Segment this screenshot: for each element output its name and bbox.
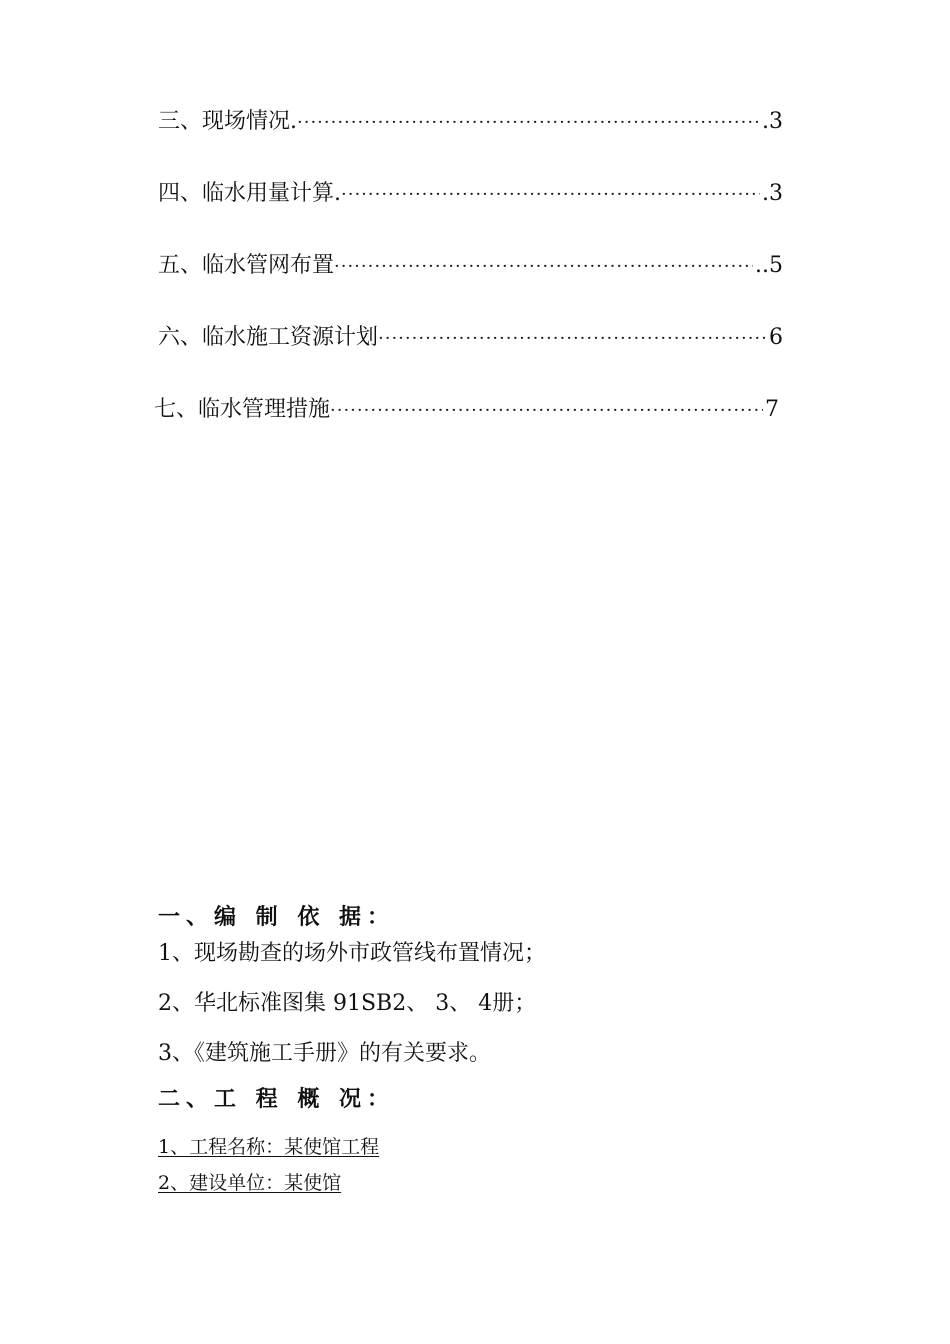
toc-entry[interactable] <box>158 176 783 208</box>
toc-entry[interactable] <box>158 248 783 280</box>
toc-entry[interactable] <box>158 320 783 352</box>
project-name: 1、工程名称：某使馆工程 <box>158 1136 380 1158</box>
basis-item: 2、华北标准图集 91SB2、 3、 4册； <box>158 991 537 1016</box>
toc-entry-title: 七、临水管理措施 <box>154 397 331 422</box>
toc-entry-title: 三、现场情况. <box>158 109 297 134</box>
toc-entry-title: 六、临水施工资源计划 <box>158 325 379 350</box>
toc-leader <box>334 256 753 277</box>
toc-leader <box>341 184 760 205</box>
section-heading-basis: 一、编 制 依 据： <box>158 905 395 930</box>
toc-entry-page: 6 <box>769 325 783 350</box>
basis-item: 3、《建筑施工手册》的有关要求。 <box>158 1041 491 1066</box>
construction-unit: 2、建设单位：某使馆 <box>158 1172 342 1194</box>
toc-entry-page: ..5 <box>755 253 783 278</box>
toc-leader <box>330 400 763 421</box>
toc-leader <box>297 112 760 133</box>
toc-entry[interactable] <box>154 392 779 424</box>
toc-leader <box>378 328 767 349</box>
basis-item: 1、现场勘查的场外市政管线布置情况； <box>158 941 546 966</box>
toc-entry-title: 四、临水用量计算. <box>158 181 341 206</box>
toc-entry-page: .3 <box>762 109 783 134</box>
toc-entry[interactable] <box>158 104 783 136</box>
toc-entry-page: .3 <box>762 181 783 206</box>
section-heading-overview: 二、工 程 概 况： <box>158 1087 395 1112</box>
toc-entry-page: 7 <box>765 397 779 422</box>
toc-entry-title: 五、临水管网布置 <box>158 253 335 278</box>
